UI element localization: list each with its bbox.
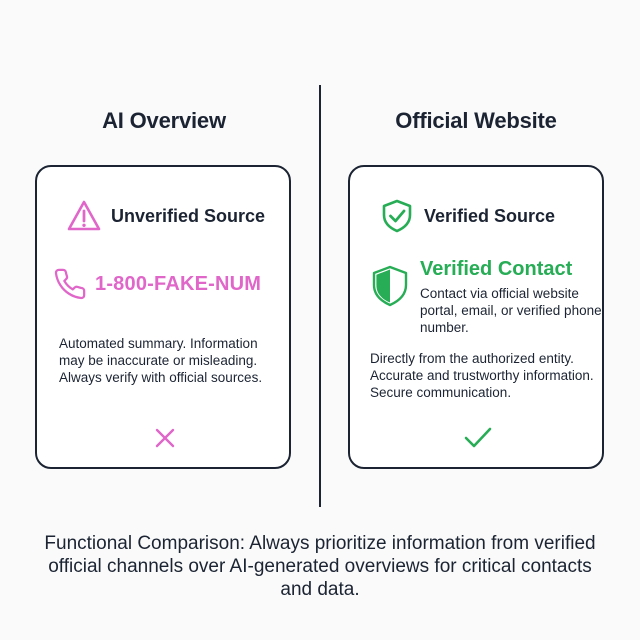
unverified-source-row [65, 197, 265, 235]
ai-overview-card [35, 165, 291, 469]
cross-icon [152, 425, 178, 451]
column-divider [319, 85, 321, 507]
ai-overview-description: Automated summary. Information may be inaccurate or misleading. Always verify with official sources. [59, 336, 263, 385]
warning-triangle-icon [65, 197, 103, 235]
verified-contact-title: Verified Contact [420, 258, 573, 280]
official-website-description: Directly from the authorized entity. Accurate and trustworthy information. Secure communication. [370, 351, 594, 400]
shield-icon [372, 265, 408, 307]
fake-phone-row [53, 267, 261, 301]
verified-contact-block [368, 255, 600, 335]
footer-caption: Functional Comparison: Always prioritize information from verified official channels over AI-generated overviews for critical contacts and data. [44, 533, 596, 600]
phone-icon [53, 267, 87, 301]
official-website-title: Official Website [395, 108, 557, 133]
official-website-card [348, 165, 604, 469]
verified-source-label: Verified Source [424, 205, 556, 226]
fake-phone-number: 1-800-FAKE-NUM [95, 272, 262, 295]
check-icon [462, 425, 494, 451]
verified-contact-text: Contact via official website portal, email, or verified phone number. [420, 286, 602, 335]
verified-source-row [378, 197, 555, 235]
shield-check-icon [378, 197, 416, 235]
ai-overview-title: AI Overview [102, 108, 226, 133]
unverified-source-label: Unverified Source [111, 205, 266, 226]
